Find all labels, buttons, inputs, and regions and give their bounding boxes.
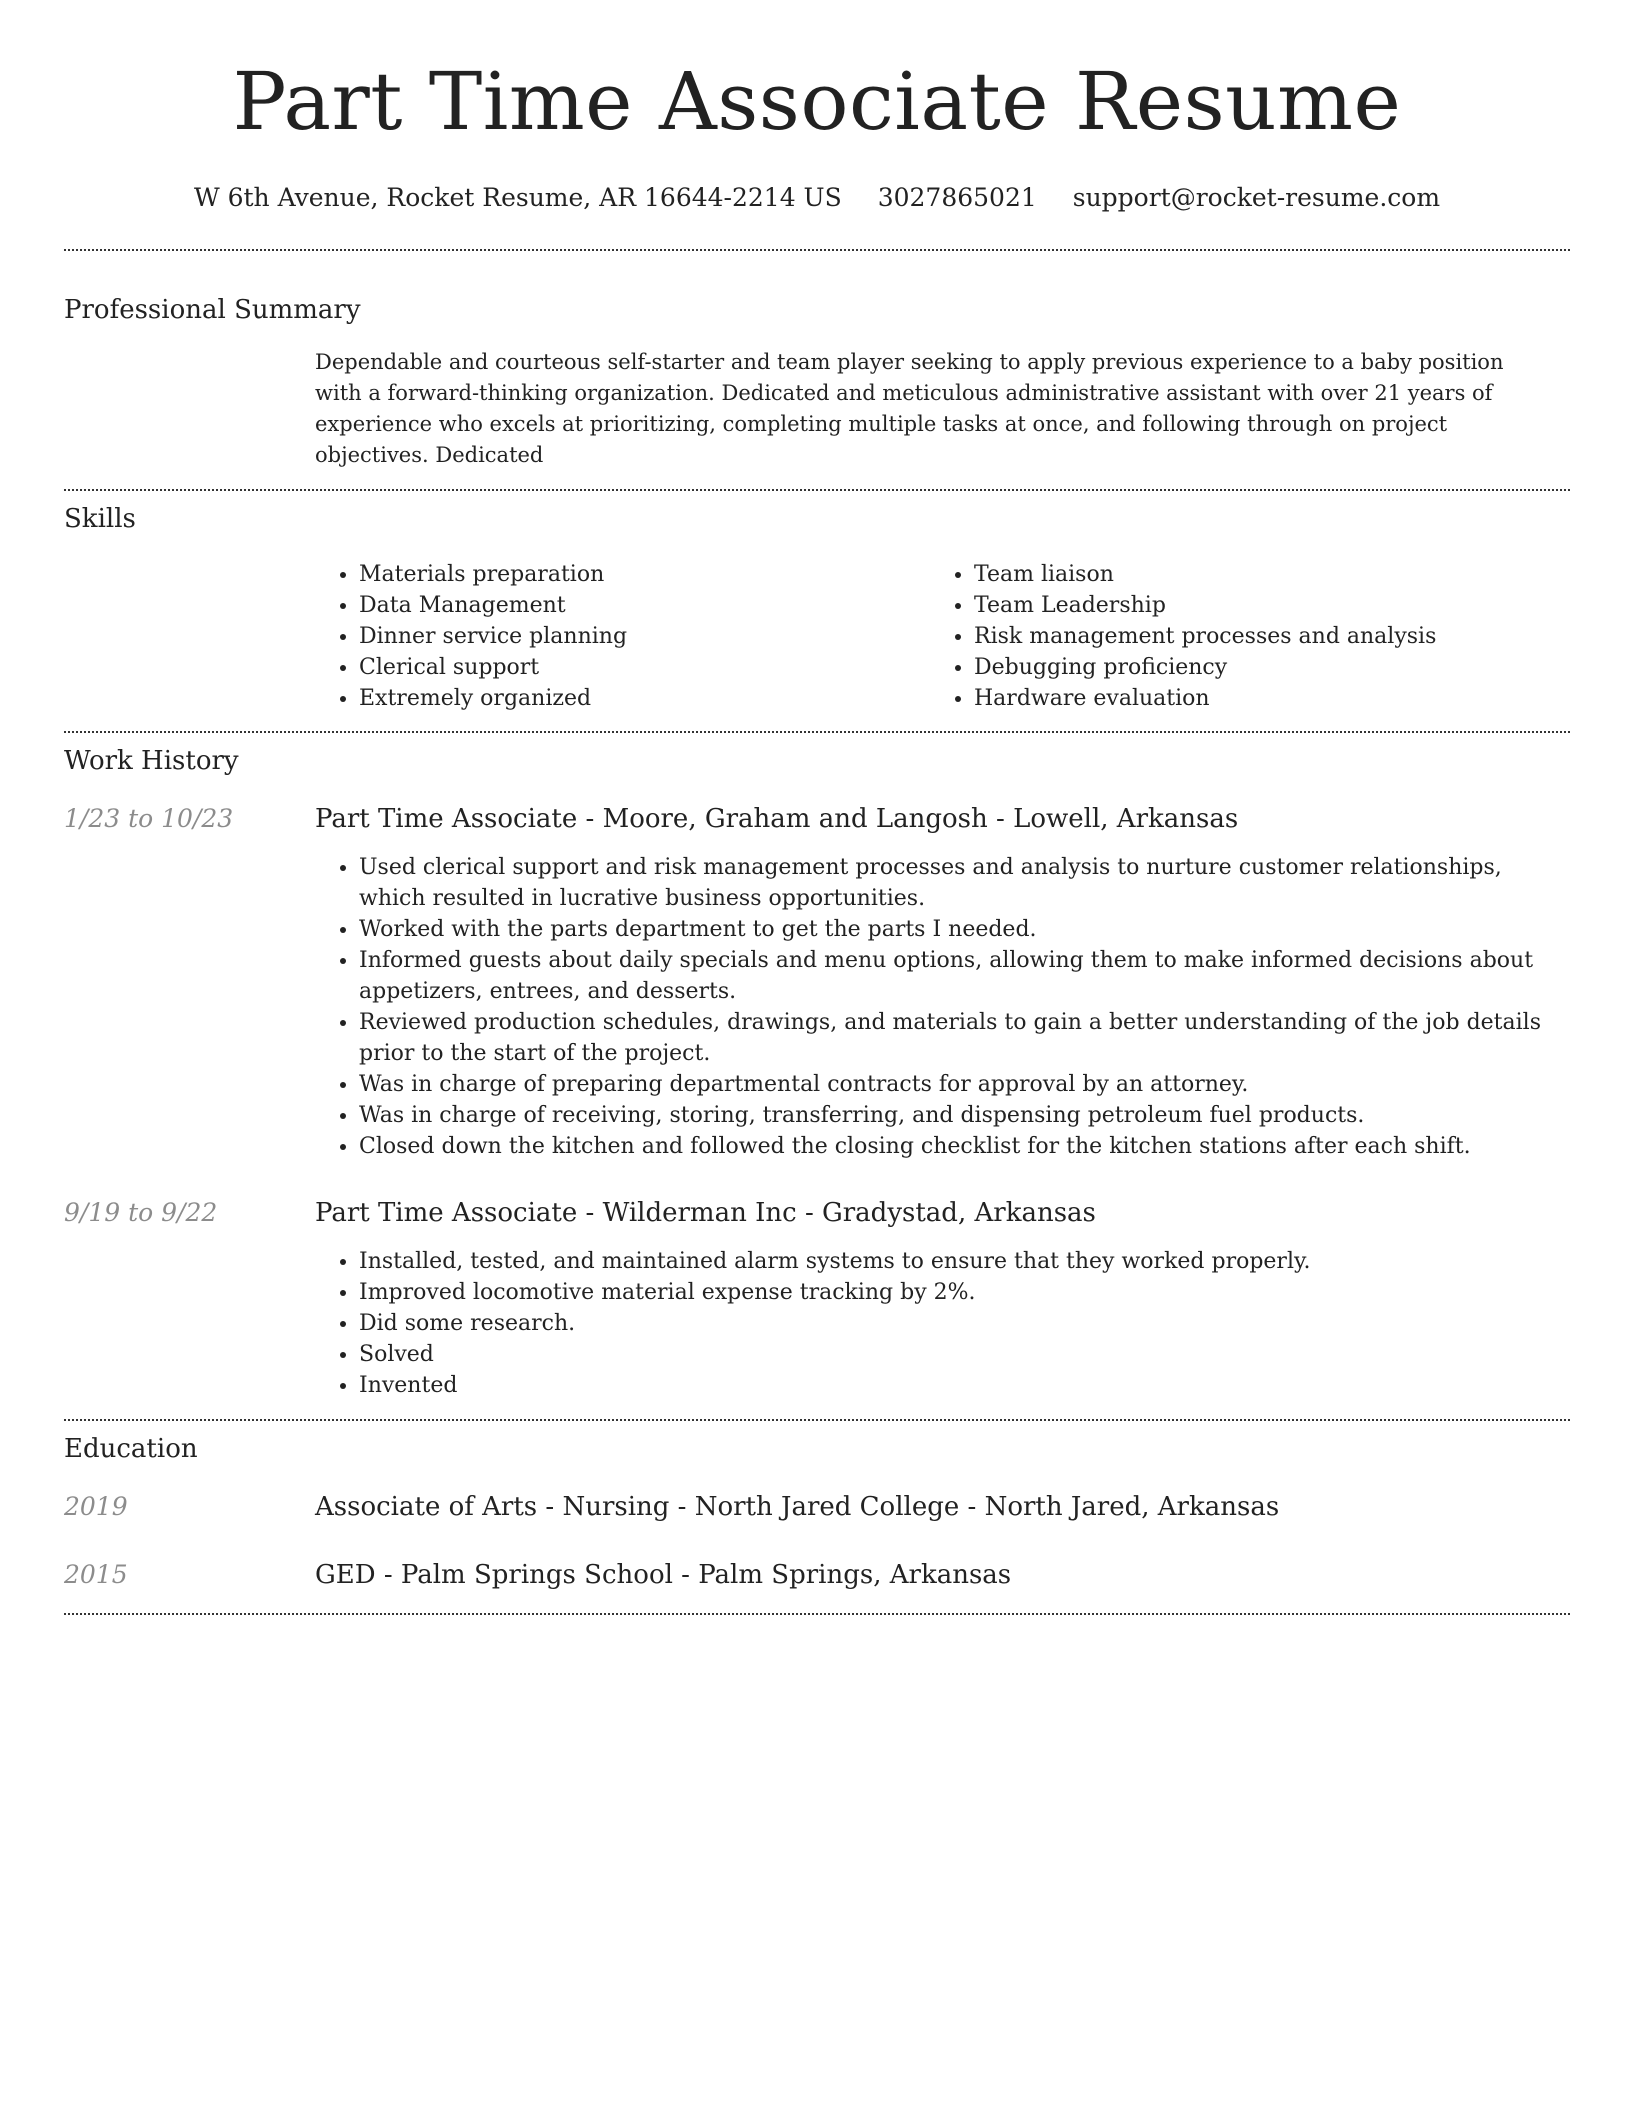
education-entry [64,1557,1570,1593]
skill-item: • Hardware evaluation [974,683,1570,714]
education-section [64,1431,1570,1593]
skill-item: • Team Leadership [974,590,1570,621]
skills-list-left [315,559,930,714]
skill-item: • Materials preparation [359,559,930,590]
skills-title: Skills [64,504,136,534]
job-entry [64,801,1570,837]
job-date: 1/23 to 10/23 [64,804,234,833]
education-date: 2015 [64,1560,128,1589]
divider [64,1613,1570,1615]
skill-item: • Debugging proficiency [974,652,1570,683]
job-bullet: • Improved locomotive material expense tracking by 2%. [359,1277,1555,1308]
job-bullet: • Used clerical support and risk management processes and analysis to nurture customer relationships, which resulted in lucrative business opportunities. [359,852,1555,914]
skill-item: • Clerical support [359,652,930,683]
skill-item: • Dinner service planning [359,621,930,652]
divider [64,731,1570,733]
job-bullet: • Installed, tested, and maintained alarm systems to ensure that they worked properly. [359,1246,1555,1277]
job-heading: Part Time Associate - Wilderman Inc - Gradystad, Arkansas [315,1198,1096,1228]
job-heading: Part Time Associate - Moore, Graham and Langosh - Lowell, Arkansas [315,804,1239,834]
work-section [64,743,1570,1401]
education-heading: Associate of Arts - Nursing - North Jared College - North Jared, Arkansas [315,1492,1280,1522]
resume-page [64,0,1570,1615]
education-title: Education [64,1434,198,1464]
job-bullets [315,1246,1555,1401]
skill-item: • Extremely organized [359,683,930,714]
job-bullets [315,852,1555,1162]
skill-item: • Risk management processes and analysis [974,621,1570,652]
summary-text: Dependable and courteous self-starter and team player seeking to apply previous experience to a baby position with a forward-thinking organization. Dedicated and meticulous administrative assistant with over 21 years of experience who excels at prioritizing, completing multiple tasks at once, and following through on project objectives. Dedicated [315,350,1504,467]
job-entry [64,1195,1570,1231]
contact-address: W 6th Avenue, Rocket Resume, AR 16644-2214 US [193,183,842,212]
skill-item: • Team liaison [974,559,1570,590]
resume-header [64,0,1570,216]
divider [64,489,1570,491]
job-bullet: • Did some research. [359,1308,1555,1339]
education-heading: GED - Palm Springs School - Palm Springs, Arkansas [315,1560,1012,1590]
education-entry [64,1489,1570,1525]
skills-section [64,501,1570,714]
divider [64,249,1570,251]
skills-list-right [930,559,1570,714]
divider [64,1419,1570,1421]
job-bullet: • Worked with the parts department to get the parts I needed. [359,914,1555,945]
job-bullet: • Closed down the kitchen and followed the closing checklist for the kitchen stations after each shift. [359,1131,1555,1162]
summary-title: Professional Summary [64,295,361,325]
contact-email: support@rocket-resume.com [1072,183,1441,212]
contact-line [64,180,1570,216]
job-bullet: • Was in charge of receiving, storing, transferring, and dispensing petroleum fuel products. [359,1100,1555,1131]
work-title: Work History [64,746,239,776]
skill-item: • Data Management [359,590,930,621]
job-bullet: • Invented [359,1370,1555,1401]
job-date: 9/19 to 9/22 [64,1198,218,1227]
resume-name: Part Time Associate Resume [232,55,1402,148]
education-date: 2019 [64,1492,128,1521]
contact-phone: 3027865021 [877,183,1037,212]
job-bullet: • Reviewed production schedules, drawings, and materials to gain a better understanding of the job details prior to the start of the project. [359,1007,1555,1069]
job-bullet: • Solved [359,1339,1555,1370]
job-bullet: • Was in charge of preparing departmental contracts for approval by an attorney. [359,1069,1555,1100]
job-bullet: • Informed guests about daily specials and menu options, allowing them to make informed decisions about appetizers, entrees, and desserts. [359,945,1555,1007]
summary-section [64,292,1570,471]
